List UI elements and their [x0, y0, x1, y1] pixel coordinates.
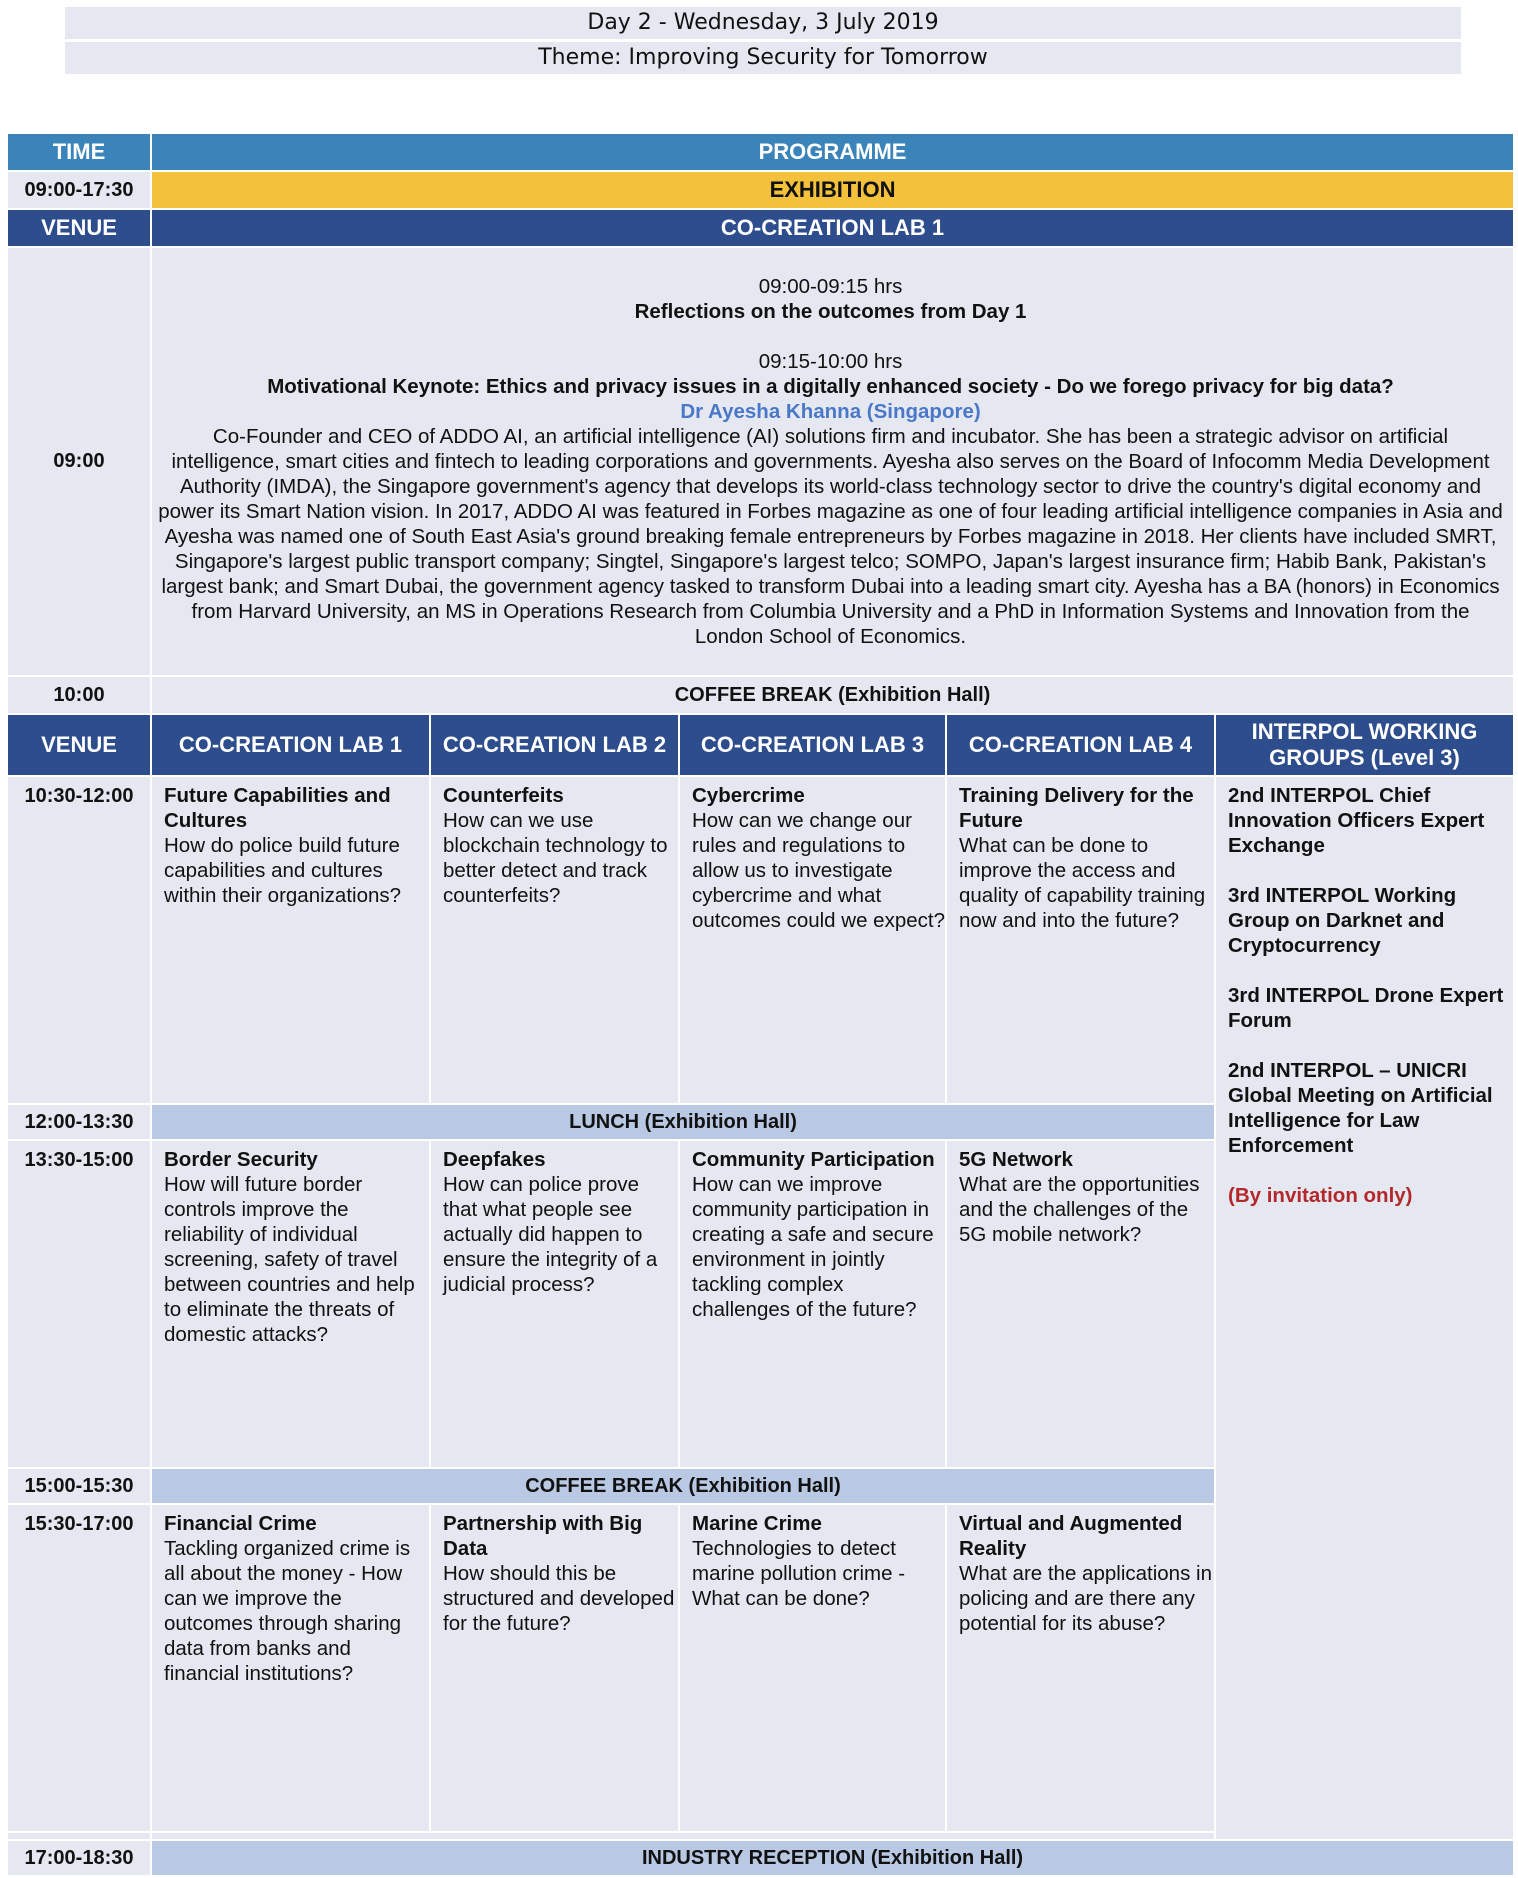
session-1-time: 10:30-12:00 — [8, 777, 150, 1103]
header-row — [8, 134, 1513, 170]
interpol-group-1: 2nd INTERPOL Chief Innovation Officers Expert Exchange — [1228, 784, 1485, 857]
venue-lab-1: CO-CREATION LAB 1 — [152, 715, 429, 775]
keynote-time: 09:00 — [8, 248, 150, 675]
programme-column-header: PROGRAMME — [152, 134, 1513, 170]
speaker-bio: Co-Founder and CEO of ADDO AI, an artificial intelligence (AI) solutions firm and incubator. She has been a strategic advisor on artificial intelligence, smart cities and fintech to leading corporations and governments. Ayesha also serves on the Board of Infocomm Media Development Authority (IMDA), the Singapore government's agency that develops its world-class technology sector to drive the country's digital economy and power its Smart Nation vision. In 2017, ADDO AI was featured in Forbes magazine as one of four leading artificial intelligence companies in Asia and Ayesha was named one of South East Asia's ground breaking female entrepreneurs by Forbes magazine in 2018. Her clients have included SMRT, Singapore's largest public transport company; Singtel, Singapore's largest telco; SOMPO, Japan's largest insurance firm; Habib Bank, Pakistan's largest bank; and Smart Dubai, the government agency tasked to transform Dubai into a leading smart city. Ayesha has a BA (honors) in Economics from Harvard University, an MS in Operations Research from Columbia University and a PhD in Information Systems and Innovation from the London School of Economics. — [158, 425, 1503, 648]
session-2-lab-2 — [431, 1141, 678, 1467]
session-3-lab-1 — [152, 1505, 429, 1831]
session-3-lab-3 — [680, 1505, 945, 1831]
session-title: Future Capabilities and Cultures — [164, 784, 391, 832]
slot2-title: Motivational Keynote: Ethics and privacy issues in a digitally enhanced society - Do we forego privacy for big data? — [267, 375, 1394, 398]
session-description: How can we improve community participation in creating a safe and secure environment in jointly tackling complex challenges of the future? — [692, 1173, 934, 1321]
session-title: Deepfakes — [443, 1148, 546, 1171]
lab-venue-row — [8, 715, 1513, 775]
session-title: Financial Crime — [164, 1512, 317, 1535]
venue-row — [8, 210, 1513, 246]
session-title: Community Participation — [692, 1148, 935, 1171]
venue-label-2: VENUE — [8, 715, 150, 775]
session-description: Tackling organized crime is all about the money - How can we improve the outcomes through sharing data from banks and financial institutions? — [164, 1537, 411, 1685]
reception-label: INDUSTRY RECEPTION (Exhibition Hall) — [152, 1841, 1513, 1875]
session-title: Marine Crime — [692, 1512, 822, 1535]
session-title: Cybercrime — [692, 784, 805, 807]
day-title: Day 2 - Wednesday, 3 July 2019 — [65, 7, 1461, 39]
session-1-lab-1 — [152, 777, 429, 1103]
exhibition-time: 09:00-17:30 — [8, 172, 150, 208]
session-description: What are the opportunities and the challenges of the 5G mobile network? — [959, 1173, 1200, 1246]
session-description: How should this be structured and developed for the future? — [443, 1562, 675, 1635]
session-2-lab-3 — [680, 1141, 945, 1467]
interpol-working-groups-cell — [1216, 777, 1513, 1839]
session-title: 5G Network — [959, 1148, 1073, 1171]
session-3-lab-2 — [431, 1505, 678, 1831]
interpol-group-2: 3rd INTERPOL Working Group on Darknet and Cryptocurrency — [1228, 884, 1457, 957]
exhibition-label: EXHIBITION — [152, 172, 1513, 208]
theme-title: Theme: Improving Security for Tomorrow — [65, 42, 1461, 74]
keynote-content — [152, 248, 1513, 675]
speaker-name: Dr Ayesha Khanna (Singapore) — [680, 400, 981, 423]
session-description: How will future border controls improve the reliability of individual screening, safety of travel between countries and help to eliminate the threats of domestic attacks? — [164, 1173, 415, 1346]
coffee-break-1-time: 10:00 — [8, 677, 150, 713]
lunch-time: 12:00-13:30 — [8, 1105, 150, 1139]
session-1-lab-4 — [947, 777, 1214, 1103]
slot1-title: Reflections on the outcomes from Day 1 — [634, 300, 1027, 323]
venue-lab-2: CO-CREATION LAB 2 — [431, 715, 678, 775]
session-description: How can police prove that what people see actually did happen to ensure the integrity of a judicial process? — [443, 1173, 658, 1296]
session-description: How can we change our rules and regulations to allow us to investigate cybercrime and what outcomes could we expect? — [692, 809, 945, 932]
venue-interpol-working-groups: INTERPOL WORKING GROUPS (Level 3) — [1216, 715, 1513, 775]
venue-co-creation-lab-1: CO-CREATION LAB 1 — [152, 210, 1513, 246]
venue-label: VENUE — [8, 210, 150, 246]
session-title: Training Delivery for the Future — [959, 784, 1194, 832]
interpol-group-3: 3rd INTERPOL Drone Expert Forum — [1228, 984, 1504, 1032]
session-3-time: 15:30-17:00 — [8, 1505, 150, 1831]
coffee-break-row-1 — [8, 677, 1513, 713]
venue-lab-4: CO-CREATION LAB 4 — [947, 715, 1214, 775]
session-3-lab-4 — [947, 1505, 1214, 1831]
session-description: How can we use blockchain technology to better detect and track counterfeits? — [443, 809, 668, 907]
time-column-header: TIME — [8, 134, 150, 170]
invitation-only-note: (By invitation only) — [1228, 1184, 1413, 1207]
reception-row — [8, 1841, 1513, 1875]
session-description: Technologies to detect marine pollution crime - What can be done? — [692, 1537, 906, 1610]
session-description: What are the applications in policing and are there any potential for its abuse? — [959, 1562, 1212, 1635]
session-2-lab-1 — [152, 1141, 429, 1467]
interpol-group-4: 2nd INTERPOL – UNICRI Global Meeting on Artificial Intelligence for Law Enforcement — [1228, 1059, 1493, 1157]
session-2-time: 13:30-15:00 — [8, 1141, 150, 1467]
coffee-break-2-time: 15:00-15:30 — [8, 1469, 150, 1503]
lunch-label: LUNCH (Exhibition Hall) — [152, 1105, 1214, 1139]
slot1-time: 09:00-09:15 hrs — [758, 275, 903, 298]
session-description: What can be done to improve the access and quality of capability training now and into the future? — [959, 834, 1206, 932]
session-title: Partnership with Big Data — [443, 1512, 643, 1560]
slot2-time: 09:15-10:00 hrs — [758, 350, 903, 373]
spacer-cell — [8, 1833, 150, 1839]
session-1-lab-2 — [431, 777, 678, 1103]
reception-time: 17:00-18:30 — [8, 1841, 150, 1875]
programme-table — [6, 132, 1515, 1877]
session-description: How do police build future capabilities and cultures within their organizations? — [164, 834, 402, 907]
coffee-break-1-label: COFFEE BREAK (Exhibition Hall) — [152, 677, 1513, 713]
session-1-row — [8, 777, 1513, 1103]
session-2-lab-4 — [947, 1141, 1214, 1467]
session-title: Counterfeits — [443, 784, 564, 807]
session-title: Border Security — [164, 1148, 318, 1171]
session-1-lab-3 — [680, 777, 945, 1103]
venue-lab-3: CO-CREATION LAB 3 — [680, 715, 945, 775]
session-title: Virtual and Augmented Reality — [959, 1512, 1183, 1560]
exhibition-row — [8, 172, 1513, 208]
spacer-cell — [152, 1833, 1214, 1839]
keynote-row — [8, 248, 1513, 675]
coffee-break-2-label: COFFEE BREAK (Exhibition Hall) — [152, 1469, 1214, 1503]
